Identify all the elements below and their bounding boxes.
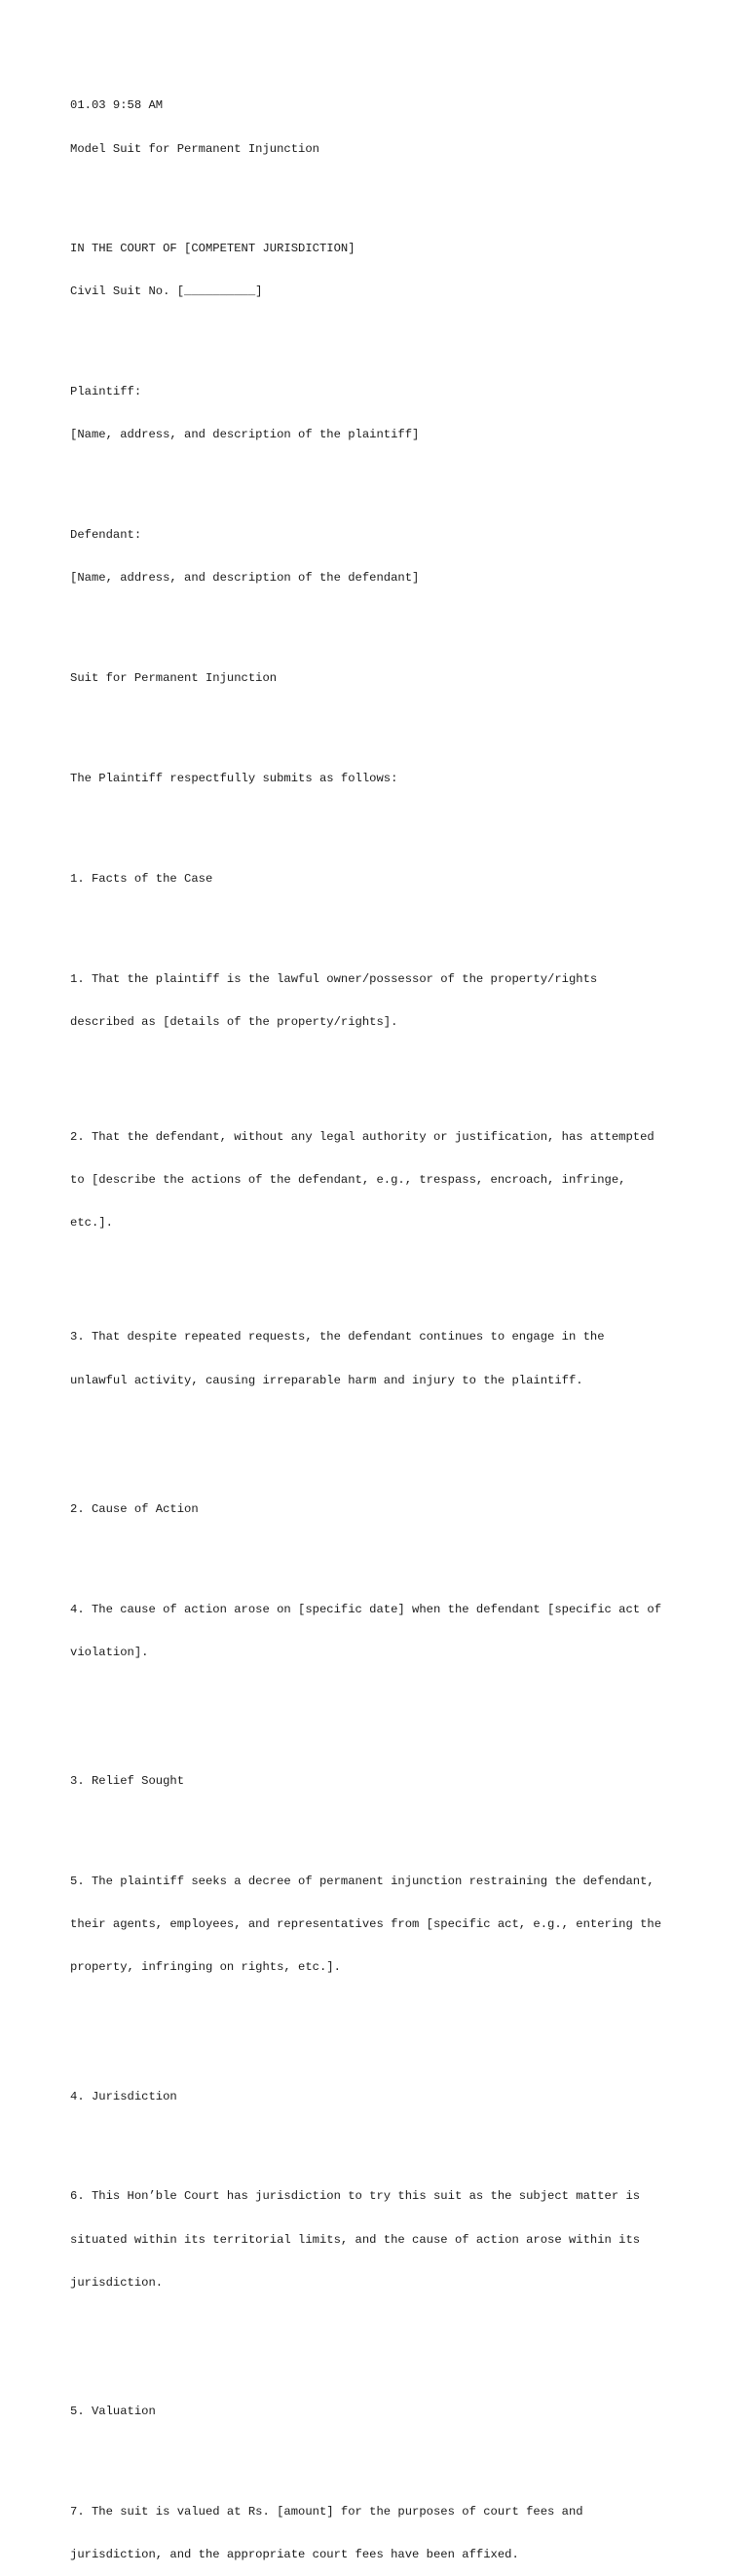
- paragraph-1-line: 1. That the plaintiff is the lawful owner/possessor of the property/rights: [70, 972, 598, 987]
- suit-title: Suit for Permanent Injunction: [70, 671, 278, 686]
- paragraph-2-line: 2. That the defendant, without any legal authority or justification, has attempted: [70, 1129, 654, 1144]
- section-heading-valuation: 5. Valuation: [70, 2404, 156, 2418]
- paragraph-4-line: 4. The cause of action arose on [specific date] when the defendant [specific act of: [70, 1602, 662, 1616]
- paragraph-5-line: 5. The plaintiff seeks a decree of permanent injunction restraining the defendant,: [70, 1875, 654, 1889]
- paragraph-2-line: to [describe the actions of the defendant, e.g., trespass, encroach, infringe,: [70, 1172, 626, 1187]
- paragraph-7-line: jurisdiction, and the appropriate court fees have been affixed.: [70, 2547, 519, 2561]
- timestamp: 01.03 9:58 AM: [70, 98, 164, 113]
- court-heading: IN THE COURT OF [COMPETENT JURISDICTION]: [70, 242, 355, 256]
- intro-statement: The Plaintiff respectfully submits as follows:: [70, 772, 398, 786]
- defendant-description: [Name, address, and description of the defendant]: [70, 571, 420, 586]
- document-title: Model Suit for Permanent Injunction: [70, 141, 319, 156]
- paragraph-1-line: described as [details of the property/rights].: [70, 1015, 398, 1030]
- plaintiff-description: [Name, address, and description of the plaintiff]: [70, 428, 420, 442]
- paragraph-6-line: situated within its territorial limits, and the cause of action arose within its: [70, 2232, 641, 2247]
- section-heading-cause-of-action: 2. Cause of Action: [70, 1501, 199, 1516]
- paragraph-4-line: violation].: [70, 1645, 149, 1659]
- document-page: [70, 70, 693, 2576]
- civil-suit-number: Civil Suit No. [__________]: [70, 284, 263, 299]
- paragraph-5-line: their agents, employees, and representatives from [specific act, e.g., entering the: [70, 1917, 662, 1932]
- section-heading-facts: 1. Facts of the Case: [70, 872, 213, 887]
- paragraph-7-line: 7. The suit is valued at Rs. [amount] for the purposes of court fees and: [70, 2504, 583, 2519]
- paragraph-2-line: etc.].: [70, 1215, 113, 1230]
- section-heading-relief-sought: 3. Relief Sought: [70, 1774, 185, 1789]
- defendant-label: Defendant:: [70, 528, 142, 543]
- paragraph-6-line: 6. This Hon’ble Court has jurisdiction to try this suit as the subject matter is: [70, 2189, 641, 2204]
- plaintiff-label: Plaintiff:: [70, 385, 142, 399]
- paragraph-3-line: 3. That despite repeated requests, the defendant continues to engage in the: [70, 1330, 605, 1345]
- paragraph-5-line: property, infringing on rights, etc.].: [70, 1960, 341, 1975]
- paragraph-3-line: unlawful activity, causing irreparable harm and injury to the plaintiff.: [70, 1373, 583, 1387]
- section-heading-jurisdiction: 4. Jurisdiction: [70, 2089, 177, 2103]
- paragraph-6-line: jurisdiction.: [70, 2275, 164, 2290]
